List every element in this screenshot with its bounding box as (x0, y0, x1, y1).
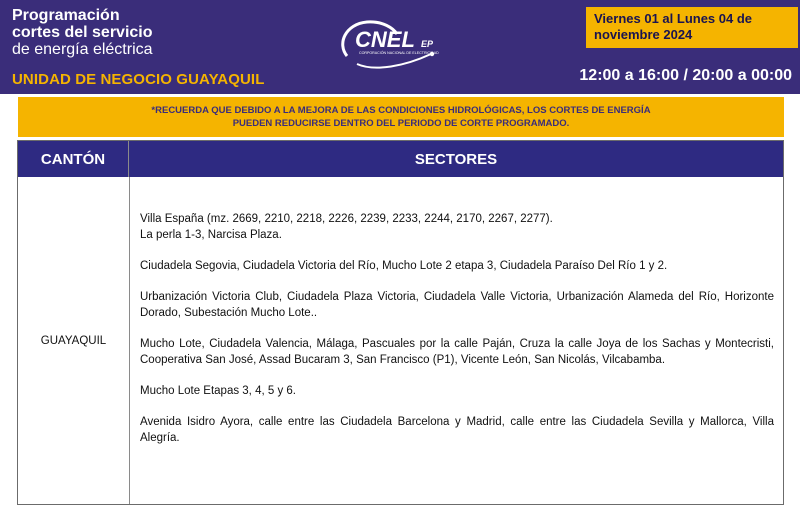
sector-group (140, 336, 774, 368)
logo-text: CNEL (355, 27, 415, 52)
column-header-canton: CANTÓN (18, 141, 129, 177)
title-line-2: cortes del servicio (12, 24, 153, 41)
sectors-cell (140, 211, 774, 461)
notice-line-2: PUEDEN REDUCIRSE DENTRO DEL PERIODO DE CORTE PROGRAMADO. (232, 118, 570, 129)
sector-line: Villa España (mz. 2669, 2210, 2218, 2226, 2239, 2233, 2244, 2170, 2267, 2277). (140, 213, 553, 225)
notice-line-1: *RECUERDA QUE DEBIDO A LA MEJORA DE LAS CONDICIONES HIDROLÓGICAS, LOS CORTES DE ENERGÍA (151, 105, 651, 116)
sector-group (140, 383, 774, 399)
sector-line: Mucho Lote Etapas 3, 4, 5 y 6. (140, 385, 296, 397)
cnel-logo (335, 14, 485, 74)
title-line-3: de energía eléctrica (12, 41, 153, 58)
outage-hours: 12:00 a 16:00 / 20:00 a 00:00 (579, 67, 792, 84)
sector-line: Avenida Isidro Ayora, calle entre las Ciudadela Barcelona y Madrid, calle entre las Ciudadela Sevilla y Mallorca, Villa Alegría. (140, 416, 774, 444)
table-header (18, 141, 783, 177)
sector-line: La perla 1-3, Narcisa Plaza. (140, 229, 282, 241)
date-range-box: Viernes 01 al Lunes 04 de noviembre 2024 (586, 7, 798, 48)
notice-banner (18, 97, 784, 137)
sector-line: Ciudadela Segovia, Ciudadela Victoria del Río, Mucho Lote 2 etapa 3, Ciudadela Paraíso Del Río 1 y 2. (140, 260, 668, 272)
cnel-logo-graphic (335, 14, 485, 74)
page-title (12, 7, 153, 58)
header-banner (0, 0, 800, 94)
logo-suffix: EP (421, 39, 434, 49)
sector-line: Mucho Lote, Ciudadela Valencia, Málaga, Pascuales por la calle Paján, Cruza la calle Joya de los Sachas y Montecristi, Cooperativa San José, Assad Bucaram 3, San Francisco (P1), Vicente León, San Nicolás, Vilcabamba. (140, 338, 774, 366)
title-line-1: Programación (12, 7, 120, 24)
canton-cell: GUAYAQUIL (40, 334, 107, 347)
column-header-sectores: SECTORES (414, 150, 498, 168)
schedule-table (17, 140, 784, 505)
sector-group (140, 258, 774, 274)
logo-subtitle: CORPORACIÓN NACIONAL DE ELECTRICIDAD (359, 51, 439, 55)
sector-group (140, 289, 774, 321)
sector-group (140, 211, 774, 243)
sector-group (140, 414, 774, 446)
column-divider (129, 177, 130, 504)
business-unit-label: UNIDAD DE NEGOCIO GUAYAQUIL (12, 71, 265, 88)
sector-line: Urbanización Victoria Club, Ciudadela Plaza Victoria, Ciudadela Valle Victoria, Urbanización Alameda del Río, Horizonte Dorado, Subestación Mucho Lote.. (140, 291, 774, 319)
